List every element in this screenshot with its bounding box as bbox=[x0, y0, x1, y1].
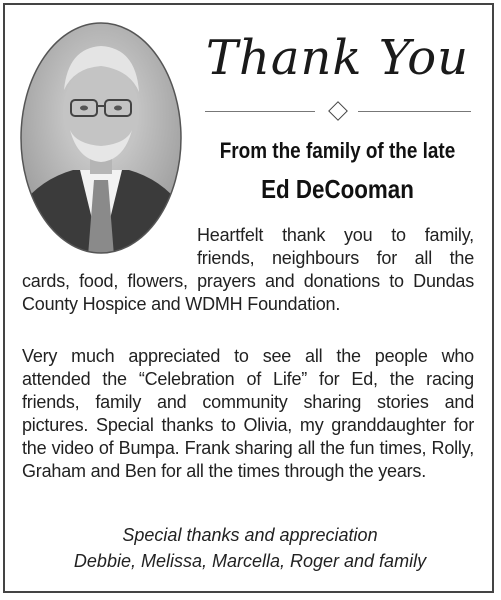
portrait-photo bbox=[18, 20, 184, 256]
thank-you-paragraph-2: Very much appreciated to see all the people who attended the “Celebration of Life” for Ed, the racing friends, family and community sharing stories and pictures. Special thanks to Olivia, my granddaughter for the video of Bumpa. Frank sharing all the fun times, Rolly, Graham and Ben for all the times through the years. bbox=[22, 346, 474, 481]
divider-left bbox=[205, 111, 315, 112]
signature-line-1: Special thanks and appreciation bbox=[122, 525, 378, 545]
signature-line-2: Debbie, Melissa, Marcella, Roger and family bbox=[73, 551, 427, 571]
thank-you-paragraph-1 bbox=[22, 224, 474, 316]
divider-right bbox=[358, 111, 471, 112]
family-heading: From the family of the late bbox=[219, 138, 456, 163]
deceased-name: Ed DeCooman bbox=[261, 174, 414, 204]
paragraph-1-text: Heartfelt thank you to family, friends, neighbours for all the cards, food, flowers, prayers and donations to Dundas County Hospice and WDMH Foundation. bbox=[22, 225, 474, 314]
thank-you-script-title: Thank You bbox=[205, 30, 470, 86]
